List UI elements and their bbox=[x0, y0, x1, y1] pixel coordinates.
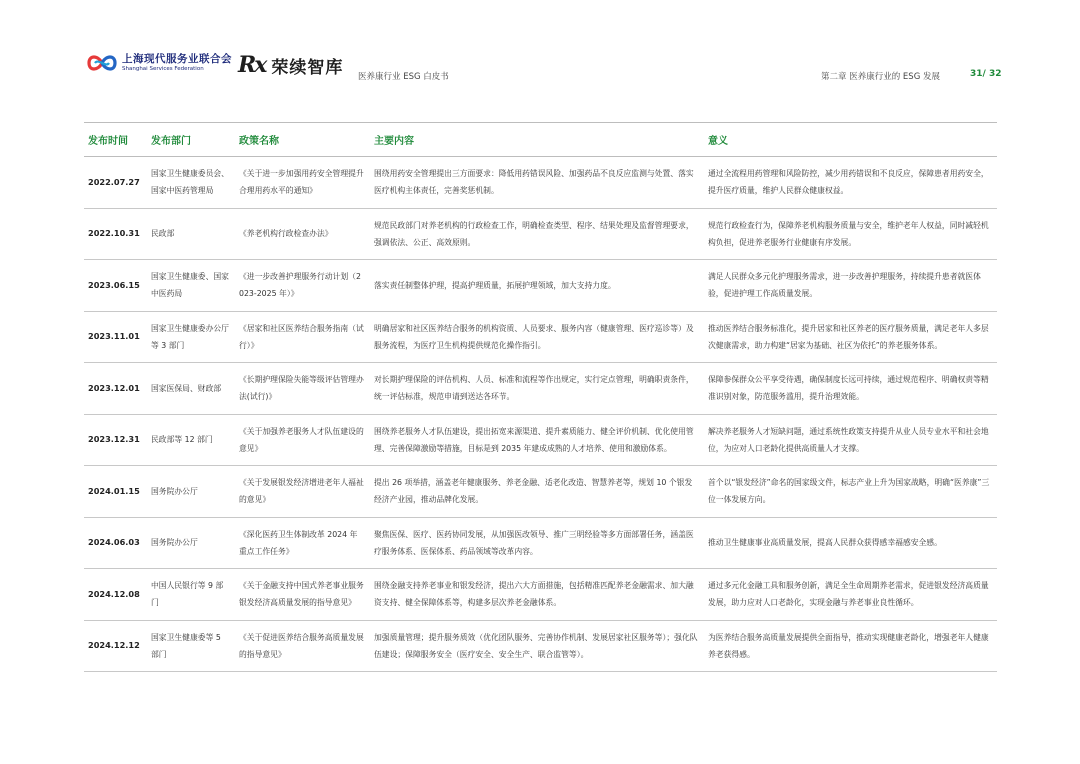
cell-date: 2024.01.15 bbox=[84, 466, 147, 518]
cell-meaning: 满足人民群众多元化护理服务需求，进一步改善护理服务，持续提升患者就医体验，促进护理工作高质量发展。 bbox=[704, 260, 997, 312]
table-row bbox=[84, 157, 997, 209]
cell-meaning: 为医养结合服务高质量发展提供全面指导，推动实现健康老龄化，增强老年人健康养老获得感。 bbox=[704, 620, 997, 672]
cell-date: 2022.10.31 bbox=[84, 208, 147, 260]
cell-content: 规范民政部门对养老机构的行政检查工作，明确检查类型、程序、结果处理及监督管理要求，强调依法、公正、高效原则。 bbox=[370, 208, 704, 260]
cell-meaning: 通过全流程用药管理和风险防控，减少用药错误和不良反应，保障患者用药安全，提升医疗质量，维护人民群众健康权益。 bbox=[704, 157, 997, 209]
cell-meaning: 推动卫生健康事业高质量发展，提高人民群众获得感幸福感安全感。 bbox=[704, 517, 997, 569]
cell-content: 对长期护理保险的评估机构、人员、标准和流程等作出规定，实行定点管理，明确职责条件，统一评估标准，规范申请到送达各环节。 bbox=[370, 363, 704, 415]
cell-dept: 国务院办公厅 bbox=[147, 466, 235, 518]
cell-meaning: 通过多元化金融工具和服务创新，满足全生命周期养老需求，促进银发经济高质量发展，助力应对人口老龄化，实现金融与养老事业良性循环。 bbox=[704, 569, 997, 621]
document-title: 医养康行业 ESG 白皮书 bbox=[358, 72, 449, 82]
brand-mark-text: Rx bbox=[238, 52, 266, 78]
cell-meaning: 保障参保群众公平享受待遇，确保制度长远可持续，通过规范程序、明确权责等精准识别对象，防范服务滥用，提升治理效能。 bbox=[704, 363, 997, 415]
cell-meaning: 规范行政检查行为，保障养老机构服务质量与安全，维护老年人权益，同时减轻机构负担，促进养老服务行业健康有序发展。 bbox=[704, 208, 997, 260]
table-row bbox=[84, 466, 997, 518]
table-row bbox=[84, 363, 997, 415]
cell-content: 围绕养老服务人才队伍建设，提出拓宽来源渠道、提升素质能力、健全评价机制、优化使用管理、完善保障激励等措施，目标是到 2035 年建成成熟的人才培养、使用和激励体系。 bbox=[370, 414, 704, 466]
cell-meaning: 首个以“银发经济”命名的国家级文件，标志产业上升为国家战略，明确“医养康”三位一体发展方向。 bbox=[704, 466, 997, 518]
cell-date: 2023.11.01 bbox=[84, 311, 147, 363]
cell-dept: 国家卫生健康委员会、国家中医药管理局 bbox=[147, 157, 235, 209]
cell-policy: 《关于发展银发经济增进老年人福祉的意见》 bbox=[235, 466, 370, 518]
page-header bbox=[0, 0, 1080, 100]
cell-dept: 民政部 bbox=[147, 208, 235, 260]
cell-dept: 中国人民银行等 9 部门 bbox=[147, 569, 235, 621]
cell-date: 2023.06.15 bbox=[84, 260, 147, 312]
federation-emblem-icon bbox=[86, 52, 118, 74]
table-row bbox=[84, 311, 997, 363]
cell-content: 聚焦医保、医疗、医药协同发展，从加强医改领导、推广三明经验等多方面部署任务，涵盖医疗服务体系、医保体系、药品领域等改革内容。 bbox=[370, 517, 704, 569]
cell-policy: 《长期护理保险失能等级评估管理办法(试行)》 bbox=[235, 363, 370, 415]
table-row bbox=[84, 208, 997, 260]
cell-content: 加强质量管理；提升服务质效（优化团队服务、完善协作机制、发展居家社区服务等）；强化队伍建设；保障服务安全（医疗安全、安全生产、联合监管等）。 bbox=[370, 620, 704, 672]
column-header-dept: 发布部门 bbox=[147, 123, 235, 157]
cell-date: 2023.12.31 bbox=[84, 414, 147, 466]
cell-date: 2024.12.08 bbox=[84, 569, 147, 621]
cell-date: 2023.12.01 bbox=[84, 363, 147, 415]
table-row bbox=[84, 414, 997, 466]
column-header-content: 主要内容 bbox=[370, 123, 704, 157]
policy-table-container bbox=[84, 122, 997, 672]
cell-content: 明确居家和社区医养结合服务的机构资质、人员要求、服务内容（健康管理、医疗巡诊等）及服务流程，为医疗卫生机构提供规范化操作指引。 bbox=[370, 311, 704, 363]
cell-dept: 民政部等 12 部门 bbox=[147, 414, 235, 466]
policy-table bbox=[84, 122, 997, 672]
table-header-row bbox=[84, 123, 997, 157]
cell-content: 围绕金融支持养老事业和银发经济，提出六大方面措施，包括精准匹配养老金融需求、加大融资支持、健全保障体系等，构建多层次养老金融体系。 bbox=[370, 569, 704, 621]
cell-policy: 《关于进一步加强用药安全管理提升合理用药水平的通知》 bbox=[235, 157, 370, 209]
brand-logo bbox=[238, 52, 343, 78]
cell-date: 2024.06.03 bbox=[84, 517, 147, 569]
cell-policy: 《居家和社区医养结合服务指南（试行）》 bbox=[235, 311, 370, 363]
page-number: 31/ 32 bbox=[970, 69, 1002, 79]
cell-dept: 国家卫生健康委、国家中医药局 bbox=[147, 260, 235, 312]
table-row bbox=[84, 569, 997, 621]
chapter-title: 第二章 医养康行业的 ESG 发展 bbox=[821, 72, 940, 82]
cell-dept: 国家卫生健康委等 5 部门 bbox=[147, 620, 235, 672]
cell-policy: 《关于加强养老服务人才队伍建设的意见》 bbox=[235, 414, 370, 466]
cell-policy: 《进一步改善护理服务行动计划（2023-2025 年）》 bbox=[235, 260, 370, 312]
federation-name-en: Shanghai Services Federation bbox=[122, 65, 204, 72]
cell-content: 落实责任制整体护理，提高护理质量，拓展护理领域，加大支持力度。 bbox=[370, 260, 704, 312]
table-row bbox=[84, 517, 997, 569]
cell-meaning: 解决养老服务人才短缺问题，通过系统性政策支持提升从业人员专业水平和社会地位，为应对人口老龄化提供高质量人才支撑。 bbox=[704, 414, 997, 466]
table-row bbox=[84, 620, 997, 672]
cell-date: 2022.07.27 bbox=[84, 157, 147, 209]
cell-content: 提出 26 项举措，涵盖老年健康服务、养老金融、适老化改造、智慧养老等，规划 10 个银发经济产业园，推动品牌化发展。 bbox=[370, 466, 704, 518]
cell-dept: 国务院办公厅 bbox=[147, 517, 235, 569]
column-header-date: 发布时间 bbox=[84, 123, 147, 157]
column-header-meaning: 意义 bbox=[704, 123, 997, 157]
cell-policy: 《关于促进医养结合服务高质量发展的指导意见》 bbox=[235, 620, 370, 672]
column-header-policy: 政策名称 bbox=[235, 123, 370, 157]
federation-name-cn: 上海现代服务业联合会 bbox=[122, 53, 232, 65]
brand-mark bbox=[238, 52, 265, 78]
table-row bbox=[84, 260, 997, 312]
cell-policy: 《关于金融支持中国式养老事业服务银发经济高质量发展的指导意见》 bbox=[235, 569, 370, 621]
cell-policy: 《养老机构行政检查办法》 bbox=[235, 208, 370, 260]
brand-name: 荣续智库 bbox=[271, 57, 344, 78]
cell-policy: 《深化医药卫生体制改革 2024 年重点工作任务》 bbox=[235, 517, 370, 569]
cell-dept: 国家卫生健康委办公厅等 3 部门 bbox=[147, 311, 235, 363]
cell-content: 围绕用药安全管理提出三方面要求：降低用药错误风险、加强药品不良反应监测与处置、落实医疗机构主体责任，完善奖惩机制。 bbox=[370, 157, 704, 209]
federation-logo bbox=[86, 52, 232, 74]
cell-meaning: 推动医养结合服务标准化，提升居家和社区养老的医疗服务质量，满足老年人多层次健康需求，助力构建“居家为基础、社区为依托”的养老服务体系。 bbox=[704, 311, 997, 363]
cell-dept: 国家医保局、财政部 bbox=[147, 363, 235, 415]
cell-date: 2024.12.12 bbox=[84, 620, 147, 672]
